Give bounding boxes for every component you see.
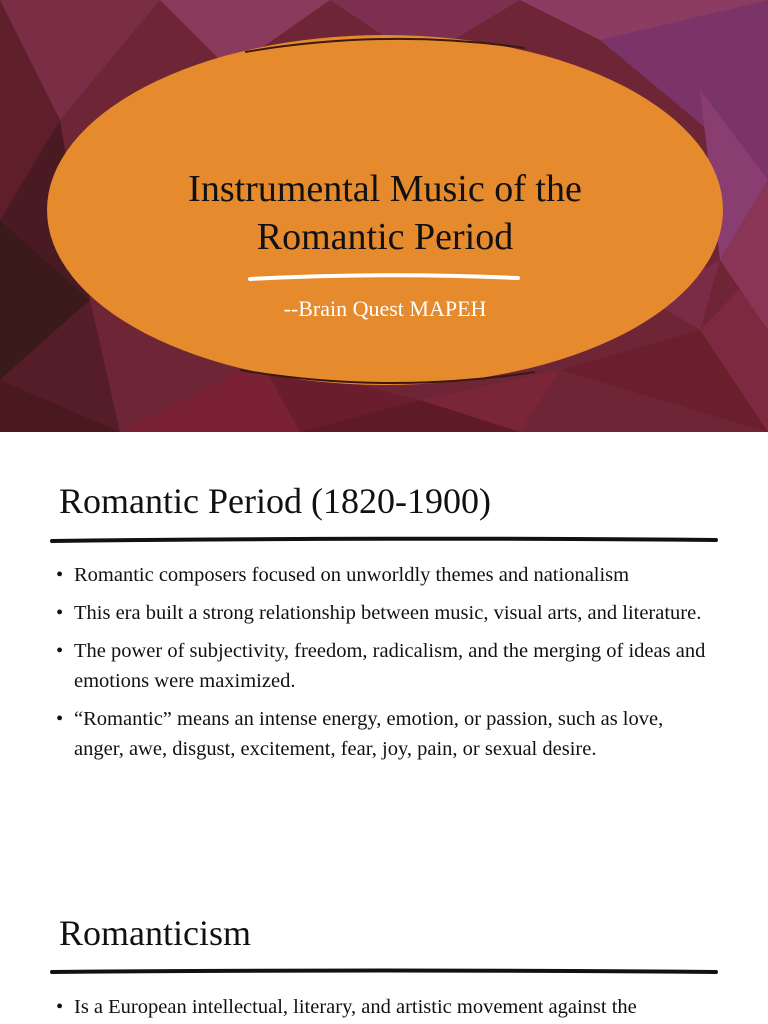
slide-title bbox=[60, 165, 710, 261]
heading-rule bbox=[50, 968, 718, 976]
slide-romantic-period bbox=[0, 432, 768, 852]
slide-romanticism bbox=[0, 852, 768, 1024]
list-item: • Is a European intellectual, literary, and artistic movement against the bbox=[56, 996, 637, 1018]
list-item: • The power of subjectivity, freedom, radicalism, and the merging of ideas and emotions were maximized. bbox=[56, 640, 706, 692]
list-item: • Romantic composers focused on unworldly themes and nationalism bbox=[56, 564, 630, 586]
slide-heading: Romanticism bbox=[59, 913, 251, 953]
title-line-2: Romantic Period bbox=[256, 216, 514, 258]
slide-subtitle: --Brain Quest MAPEH bbox=[283, 296, 487, 321]
heading-rule bbox=[50, 536, 718, 544]
bullet-list bbox=[56, 992, 716, 1024]
list-item: • This era built a strong relationship between music, visual arts, and literature. bbox=[56, 602, 702, 624]
title-slide bbox=[0, 0, 768, 432]
list-item: • “Romantic” means an intense energy, emotion, or passion, such as love, anger, awe, disgust, excitement, fear, joy, pain, or sexual desire. bbox=[56, 708, 664, 760]
bullet-list bbox=[56, 560, 716, 772]
slide-heading: Romantic Period (1820-1900) bbox=[59, 481, 491, 521]
title-line-1: Instrumental Music of the bbox=[188, 168, 582, 210]
